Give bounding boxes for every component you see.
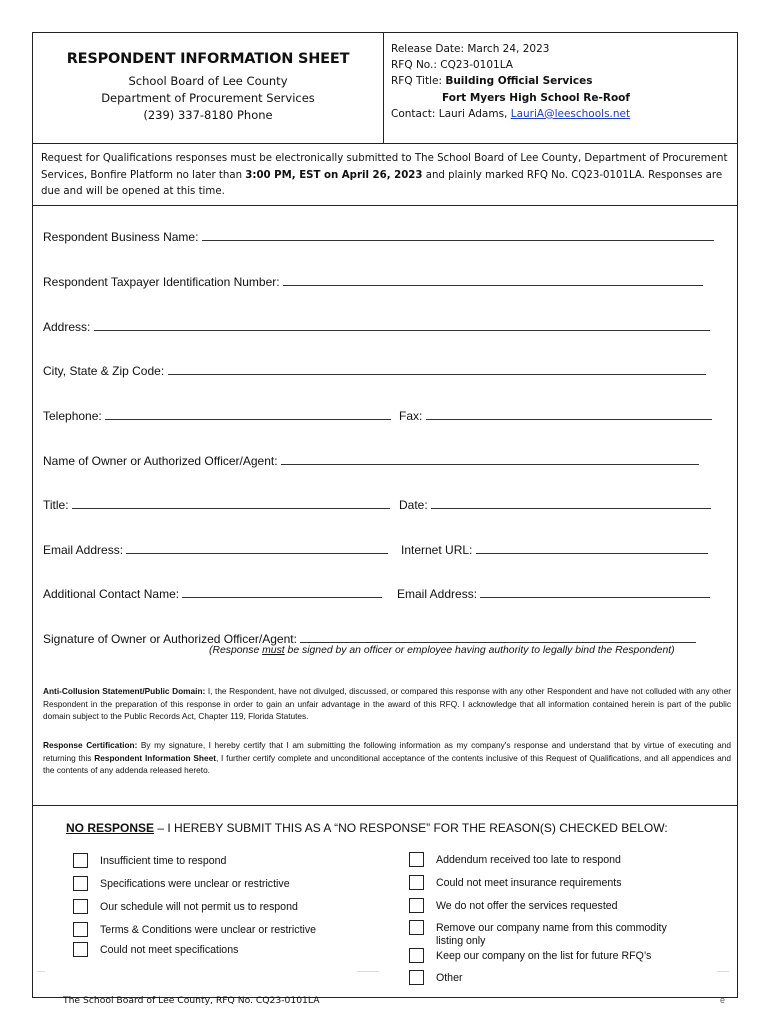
business-name-input[interactable]: [202, 229, 714, 241]
checkbox[interactable]: [409, 875, 424, 890]
footer-text: The School Board of Lee County, RFQ No. CQ23-0101LA: [63, 995, 320, 1006]
anti-collusion-statement: Anti-Collusion Statement/Public Domain: I, the Respondent, have not divulged, discussed, or compared this response with any other Respondent and have not colluded with any other Respondent in the preparation of this response in order to gain an unfair advantage in the award of this RFQ. I acknowledge that all information contained herein is part of the public domain subject to the Public Records Act, Chapter 119, Florida Statutes.: [43, 686, 732, 722]
header-info-cell: [391, 41, 630, 122]
fax-field: Fax:: [399, 408, 712, 423]
no-response-heading: NO RESPONSE – I HEREBY SUBMIT THIS AS A “NO RESPONSE” FOR THE REASON(S) CHECKED BELOW:: [66, 821, 668, 835]
date-input[interactable]: [431, 497, 711, 509]
additional-contact-input[interactable]: [182, 586, 382, 598]
taxpayer-id-field: Respondent Taxpayer Identification Number:: [43, 274, 703, 289]
page-title: RESPONDENT INFORMATION SHEET: [66, 51, 350, 67]
additional-contact-field: Additional Contact Name:: [43, 586, 382, 601]
fax-input[interactable]: [426, 408, 712, 420]
city-state-zip-input[interactable]: [168, 363, 706, 375]
signature-input[interactable]: [300, 631, 696, 643]
date-field: Date:: [399, 497, 711, 512]
org-name: School Board of Lee County: [128, 74, 288, 88]
checkbox[interactable]: [409, 898, 424, 913]
response-certification: Response Certification: By my signature, I hereby certify that I am submitting the following information as my company's response and understand that by virtue of executing and returning this Respondent Information Sheet, I further certify complete and unconditional acceptance of the contents inclusive of this Request of Qualifications, and all appendices and the contents of any addenda released hereto.: [43, 740, 731, 776]
header-title-cell: [33, 33, 384, 143]
divider: [357, 971, 379, 972]
email-input[interactable]: [126, 542, 388, 554]
deadline: 3:00 PM, EST on April 26, 2023: [245, 169, 423, 181]
checkbox[interactable]: [409, 920, 424, 935]
checkbox[interactable]: [73, 876, 88, 891]
additional-email-field: Email Address:: [397, 586, 710, 601]
city-state-zip-field: City, State & Zip Code:: [43, 363, 706, 378]
checkbox[interactable]: [409, 970, 424, 985]
email-field: Email Address:: [43, 542, 388, 557]
address-field: Address:: [43, 319, 710, 334]
header-block: [33, 33, 737, 144]
internet-url-input[interactable]: [476, 542, 708, 554]
checkbox[interactable]: [73, 853, 88, 868]
divider: [33, 205, 737, 206]
rfq-number: RFQ No.: CQ23-0101LA: [391, 59, 513, 72]
checkbox[interactable]: [409, 852, 424, 867]
release-date: Release Date: March 24, 2023: [391, 43, 550, 55]
divider: [33, 805, 737, 806]
dept-name: Department of Procurement Services: [101, 91, 315, 105]
intro-paragraph: Request for Qualifications responses must be electronically submitted to The School Board of Lee County, Department of Procurement Services, Bonfire Platform no later than 3:00 PM, EST on April 26, 2023 and plainly marked RFQ No. CQ23-0101LA. Responses are due and will be opened at this time.: [41, 153, 728, 198]
checkbox[interactable]: [409, 948, 424, 963]
checkbox[interactable]: [73, 922, 88, 937]
divider: [37, 971, 45, 972]
phone-number: (239) 337-8180 Phone: [143, 108, 273, 122]
owner-name-field: Name of Owner or Authorized Officer/Agent:: [43, 453, 699, 468]
additional-email-input[interactable]: [480, 586, 710, 598]
telephone-field: Telephone:: [43, 408, 391, 423]
page-marker: e: [719, 995, 725, 1005]
rfq-title: RFQ Title: Building Official Services: [391, 75, 593, 88]
contact: Contact: Lauri Adams, LauriA@leeschools.net: [391, 107, 631, 120]
signature-field: Signature of Owner or Authorized Officer/Agent:: [43, 631, 696, 646]
signature-note: (Response must be signed by an officer or employee having authority to legally bind the Respondent): [209, 645, 675, 656]
owner-name-input[interactable]: [281, 453, 699, 465]
telephone-input[interactable]: [105, 408, 391, 420]
checkbox[interactable]: [73, 942, 88, 957]
address-input[interactable]: [94, 319, 710, 331]
title-field: Title:: [43, 497, 390, 512]
checkbox[interactable]: [73, 899, 88, 914]
divider: [717, 971, 729, 972]
taxpayer-id-input[interactable]: [283, 274, 703, 286]
rfq-title-line2: Fort Myers High School Re-Roof: [442, 91, 630, 104]
contact-email-link[interactable]: LauriA@leeschools.net: [510, 107, 631, 120]
business-name-field: Respondent Business Name:: [43, 229, 714, 244]
internet-url-field: Internet URL:: [401, 542, 708, 557]
title-input[interactable]: [72, 497, 390, 509]
form-sheet: RESPONDENT INFORMATION SHEET School Board of Lee County Department of Procurement Services (239) 337-8180 Phone Release Date: March 24, 2023 RFQ No.: CQ23-0101LA RFQ Title: Building Official Services Fort Myers High School Re-Roof Contact: Lauri Adams, LauriA@leeschools.net Request for Qualifications responses must be electronically submitted to The School Board of Lee County, Department of Procurement Services, Bonfire Platform no later than 3:00 PM, EST on April 26, 2023 and plainly marked RFQ No. CQ23-0101LA. Responses are due and will be opened at this time. Respondent Business Name: Respondent Taxpayer Identification Number: Address: City, State & Zip Code: Telephone: Fax: Name of Owner or Authorized Officer/Agent: Title: Date: Email Address: Internet URL: Additional Contact Name: Email Address: Signature of Owner or Authorized Officer/Agent: (Response must be signed by an officer or employee having authority to legally bind the Respondent) Anti-Collusion Statement/Public Domain: I, the Respondent, have not divulged, discussed, or compared this response with any other Respondent and have not colluded with any other Respondent in the preparation of this response in order to gain an unfair advantage in the award of this RFQ. I acknowledge that all information contained herein is part of the public domain subject to the Public Records Act, Chapter 119, Florida Statutes. Response Certification: By my signature, I hereby certify that I am submitting the following information as my company's response and understand that by virtue of executing and returning this Respondent Information Sheet, I further certify complete and unconditional acceptance of the contents inclusive of this Request of Qualifications, and all appendices and the contents of any addenda released hereto. NO RESPONSE – I HEREBY SUBMIT THIS AS A “NO RESPONSE” FOR THE REASON(S) CHECKED BELOW: Insufficient time to respond Specifications were unclear or restrictive Our schedule will not permit us to respond Terms & Conditions were unclear or restrictive Could not meet specifications Addendum received too late to respond Could not meet insurance requirements We do not offer the services requested Remove our company name from this commodity listing only Keep our company on the list for future RFQ’s Other The School Board of Lee County, RFQ No. CQ23-0101LA e: [32, 32, 738, 998]
